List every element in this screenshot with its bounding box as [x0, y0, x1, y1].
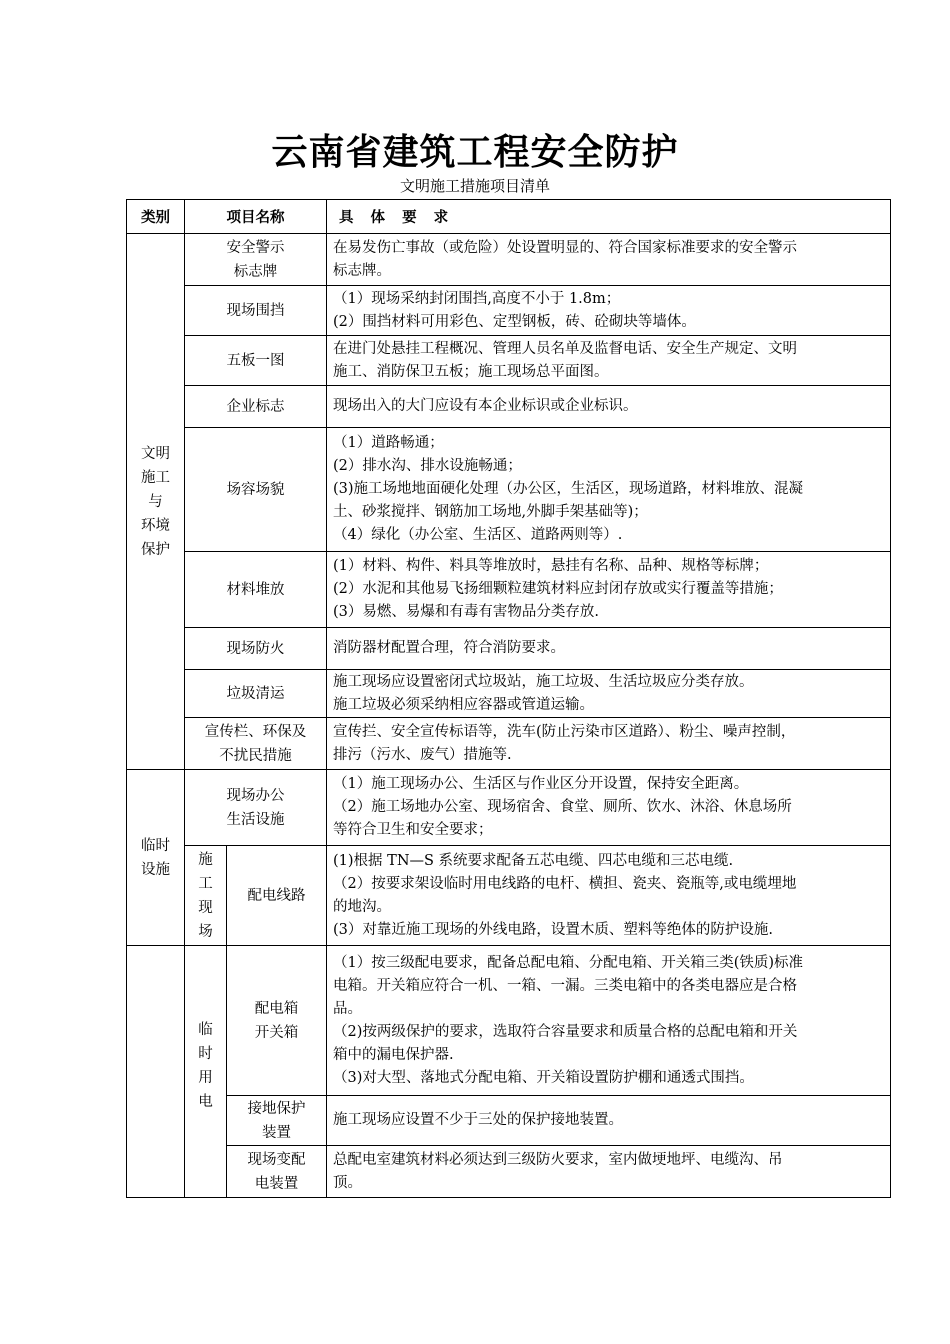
- requirement-text: [327, 718, 891, 770]
- text-line: (1)根据 TN—S 系统要求配备五芯电缆、四芯电缆和三芯电缆.: [333, 852, 734, 869]
- text-line: 的地沟。: [333, 898, 391, 915]
- text-line: 环境: [141, 517, 170, 534]
- text-line: 场容场貌: [226, 481, 285, 498]
- item-name: [185, 336, 327, 386]
- text-line: （2）施工场地办公室、现场宿舍、食堂、厕所、饮水、沐浴、休息场所: [333, 799, 792, 815]
- requirement-text: [327, 1146, 891, 1198]
- text-line: 用: [198, 1070, 213, 1086]
- text-line: 五板一图: [226, 352, 285, 369]
- text-line: 箱中的漏电保护器.: [333, 1046, 454, 1063]
- text-line: (3）易燃、易爆和有毒有害物品分类存放.: [333, 604, 599, 620]
- text-line: 设施: [141, 861, 170, 878]
- text-line: 现场办公: [226, 787, 285, 804]
- text-line: 生活设施: [226, 811, 285, 828]
- item-name: [185, 386, 327, 428]
- text-line: 现: [198, 899, 213, 916]
- item-name: [185, 234, 327, 286]
- text-line: 排污（污水、废气）措施等.: [333, 746, 512, 763]
- text-line: 文明: [141, 445, 170, 462]
- text-line: 企业标志: [226, 398, 285, 415]
- requirement-text: [327, 628, 891, 670]
- text-line: 与: [148, 493, 163, 510]
- text-line: 临: [198, 1022, 213, 1038]
- table-row: [127, 286, 891, 336]
- text-line: 垃圾清运: [226, 685, 285, 702]
- document-subtitle: 文明施工措施项目清单: [399, 177, 550, 195]
- requirement-text: [327, 386, 891, 428]
- text-line: 在易发伤亡事故（或危险）处设置明显的、符合国家标准要求的安全警示: [333, 239, 797, 256]
- requirement-text: [327, 1096, 891, 1146]
- table-row: [127, 718, 891, 770]
- table-row: [127, 846, 891, 946]
- requirement-text: [327, 770, 891, 846]
- table-row: [127, 1096, 891, 1146]
- text-line: 材料堆放: [226, 581, 285, 598]
- text-line: （4）绿化（办公室、生活区、道路两则等）.: [333, 527, 623, 543]
- text-line: 配电箱: [254, 1000, 299, 1017]
- requirement-text: [327, 670, 891, 718]
- text-line: （1）道路畅通；: [333, 435, 444, 451]
- text-line: 配电线路: [247, 887, 306, 904]
- item-name: [227, 946, 327, 1096]
- table-row: [127, 628, 891, 670]
- text-line: 保护: [141, 541, 170, 558]
- subcategory-construction-site: [185, 846, 227, 946]
- text-line: （3)对大型、落地式分配电箱、开关箱设置防护棚和通透式围挡。: [333, 1069, 754, 1086]
- measures-table: [126, 199, 891, 1198]
- item-name: [185, 718, 327, 770]
- text-line: 临时: [141, 837, 170, 854]
- text-line: 装置: [262, 1124, 291, 1141]
- requirement-text: [327, 946, 891, 1096]
- text-line: （2)按两级保护的要求，选取符合容量要求和质量合格的总配电箱和开关: [333, 1023, 798, 1040]
- text-line: 等符合卫生和安全要求；: [333, 822, 493, 838]
- item-name: [185, 770, 327, 846]
- text-line: (3)施工场地地面硬化处理（办公区，生活区，现场道路，材料堆放、混凝: [333, 481, 804, 497]
- table-row: [127, 428, 891, 552]
- text-line: 顶。: [333, 1174, 362, 1191]
- text-line: 开关箱: [254, 1024, 299, 1041]
- header-item: 项目名称: [185, 200, 327, 234]
- text-line: 工: [198, 875, 213, 892]
- text-line: 时: [198, 1046, 213, 1062]
- text-line: 施工现场应设置不少于三处的保护接地装置。: [333, 1112, 623, 1128]
- text-line: 标志牌。: [333, 262, 391, 279]
- text-line: 施工、消防保卫五板；施工现场总平面图。: [333, 363, 609, 380]
- category-empty: [127, 946, 185, 1198]
- text-line: 宣传栏、环保及: [204, 723, 307, 740]
- text-line: 消防器材配置合理，符合消防要求。: [333, 640, 565, 656]
- table-row: [127, 386, 891, 428]
- text-line: 场: [198, 923, 213, 940]
- category-temporary-facilities: [127, 770, 185, 946]
- subcategory-temporary-power: [185, 946, 227, 1198]
- text-line: （1）现场采纳封闭围挡,高度不小于 1.8m；: [333, 290, 621, 307]
- text-line: (2）排水沟、排水设施畅通；: [333, 458, 522, 474]
- text-line: 品。: [333, 1000, 362, 1017]
- text-line: 现场围挡: [226, 302, 285, 319]
- text-line: 电: [198, 1094, 213, 1110]
- table-row: [127, 1146, 891, 1198]
- requirement-text: [327, 286, 891, 336]
- item-name: [227, 846, 327, 946]
- item-name: [185, 670, 327, 718]
- item-name: [185, 628, 327, 670]
- document-title: 云南省建筑工程安全防护: [271, 131, 679, 173]
- text-line: 不扰民措施: [219, 747, 292, 764]
- item-name: [227, 1096, 327, 1146]
- table-header-row: [127, 200, 891, 234]
- requirement-text: [327, 234, 891, 286]
- text-line: （1）按三级配电要求，配备总配电箱、分配电箱、开关箱三类(铁质)标准: [333, 954, 804, 971]
- text-line: 标志牌: [233, 263, 278, 280]
- header-category: 类别: [127, 200, 185, 234]
- requirement-text: [327, 428, 891, 552]
- text-line: 现场变配: [247, 1151, 306, 1168]
- text-line: 宣传拦、安全宣传标语等，洗车(防止污染市区道路）、粉尘、噪声控制，: [333, 723, 796, 740]
- requirement-text: [327, 552, 891, 628]
- text-line: (3）对靠近施工现场的外线电路，设置木质、塑料等绝体的防护设施.: [333, 921, 773, 938]
- item-name: [227, 1146, 327, 1198]
- text-line: 在进门处悬挂工程概况、管理人员名单及监督电话、安全生产规定、文明: [333, 340, 797, 357]
- text-line: (2）水泥和其他易飞扬细颗粒建筑材料应封闭存放或实行覆盖等措施；: [333, 581, 783, 597]
- table-row: [127, 336, 891, 386]
- item-name: [185, 552, 327, 628]
- requirement-text: [327, 336, 891, 386]
- text-line: 施: [198, 851, 213, 868]
- category-civilized-construction: [127, 234, 185, 770]
- item-name: [185, 286, 327, 336]
- text-line: （1）施工现场办公、生活区与作业区分开设置，保持安全距离。: [333, 776, 749, 792]
- text-line: (1）材料、构件、料具等堆放时，悬挂有名称、品种、规格等标牌；: [333, 558, 769, 574]
- text-line: 现场出入的大门应设有本企业标识或企业标识。: [333, 398, 638, 414]
- text-line: (2）围挡材料可用彩色、定型钢板，砖、砼砌块等墙体。: [333, 313, 696, 330]
- text-line: 现场防火: [226, 640, 285, 657]
- table-row: [127, 234, 891, 286]
- table-row: [127, 946, 891, 1096]
- text-line: 施工现场应设置密闭式垃圾站，施工垃圾、生活垃圾应分类存放。: [333, 673, 754, 690]
- table-row: [127, 552, 891, 628]
- table-row: [127, 770, 891, 846]
- header-requirement: 具 体 要 求: [327, 200, 891, 234]
- item-name: [185, 428, 327, 552]
- text-line: 土、砂浆搅拌、钢筋加工场地,外脚手架基础等)；: [333, 504, 648, 520]
- requirement-text: [327, 846, 891, 946]
- text-line: 电装置: [254, 1175, 299, 1192]
- text-line: 电箱。开关箱应符合一机、一箱、一漏。三类电箱中的各类电器应是合格: [333, 977, 797, 994]
- text-line: 安全警示: [226, 239, 285, 256]
- table-row: [127, 670, 891, 718]
- text-line: 施工: [141, 469, 170, 486]
- text-line: 接地保护: [247, 1100, 306, 1117]
- text-line: 总配电室建筑材料必须达到三级防火要求，室内做埂地坪、电缆沟、吊: [333, 1151, 783, 1168]
- text-line: 施工垃圾必须采纳相应容器或管道运输。: [333, 696, 594, 713]
- text-line: （2）按要求架设临时用电线路的电杆、横担、瓷夹、瓷瓶等,或电缆埋地: [333, 875, 797, 892]
